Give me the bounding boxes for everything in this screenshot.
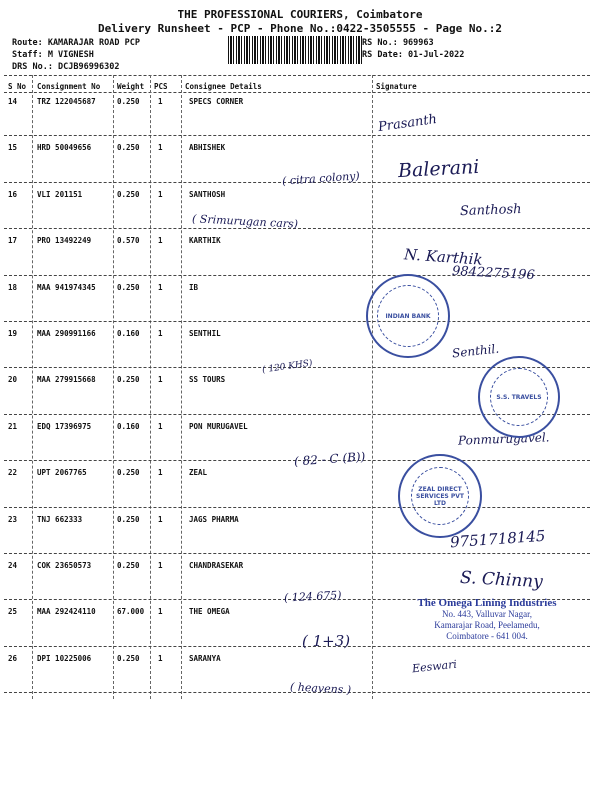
row-pcs: 1 <box>158 468 163 478</box>
signature: Senthil. <box>451 341 500 361</box>
row-consignee: ZEAL <box>189 468 208 478</box>
col-weight: Weight <box>117 82 145 91</box>
col-divider <box>32 75 33 699</box>
row-sno: 18 <box>8 282 18 292</box>
row-consignee: SANTHOSH <box>189 189 226 199</box>
row-consignment-no: PRO 13492249 <box>37 236 92 246</box>
signature: S. Chinny <box>459 567 544 593</box>
row-weight: 0.250 <box>117 189 140 199</box>
omega-address-line: Kamarajar Road, Peelamedu, <box>434 620 540 630</box>
signature: N. Karthik <box>403 245 484 269</box>
handwritten-note: ( 1+3) <box>302 632 351 650</box>
row-pcs: 1 <box>158 143 163 153</box>
row-sno: 25 <box>8 607 18 617</box>
row-sno: 15 <box>8 143 18 153</box>
row-separator <box>4 321 590 322</box>
row-sno: 16 <box>8 189 18 199</box>
row-weight: 0.250 <box>117 143 140 153</box>
courier-title: THE PROFESSIONAL COURIERS, Coimbatore <box>177 8 423 21</box>
row-consignment-no: MAA 279915668 <box>37 375 96 385</box>
row-consignment-no: MAA 941974345 <box>37 282 96 292</box>
row-pcs: 1 <box>158 375 163 385</box>
row-consignee: ABHISHEK <box>189 143 226 153</box>
row-consignee: SPECS CORNER <box>189 97 244 106</box>
signature: Santhosh <box>459 201 522 220</box>
row-consignee: PON MURUGAVEL <box>189 421 248 431</box>
row-consignee: SS TOURS <box>189 375 226 385</box>
row-weight: 0.250 <box>117 375 140 385</box>
row-sno: 19 <box>8 329 18 338</box>
row-separator <box>4 507 590 508</box>
row-sno: 17 <box>8 236 18 246</box>
route-label: Route: KAMARAJAR ROAD PCP <box>12 38 140 48</box>
row-consignment-no: TRZ 122045687 <box>37 97 96 106</box>
stamp-text: S.S. TRAVELS <box>496 393 542 401</box>
row-pcs: 1 <box>158 561 163 570</box>
signature: Eeswari <box>411 657 458 676</box>
drs-number: DRS No.: DCJB96996302 <box>12 62 120 72</box>
col-consignee: Consignee Details <box>185 82 262 91</box>
signature: Ponmurugavel. <box>457 430 550 448</box>
row-pcs: 1 <box>158 514 163 524</box>
col-pcs: PCS <box>154 82 168 91</box>
row-sno: 14 <box>8 97 18 106</box>
row-consignment-no: EDQ 17396975 <box>37 421 92 431</box>
row-pcs: 1 <box>158 97 163 106</box>
row-sno: 26 <box>8 653 18 663</box>
runsheet-subtitle: Delivery Runsheet - PCP - Phone No.:0422-3505555 - Page No.:2 <box>98 22 502 35</box>
row-weight: 0.160 <box>117 421 140 431</box>
handwritten-note: ( 82 - C (B)) <box>293 449 366 469</box>
col-divider <box>372 75 373 699</box>
row-sno: 20 <box>8 375 18 385</box>
col-sno: S No <box>8 82 27 91</box>
row-weight: 0.250 <box>117 97 140 106</box>
zeal-stamp <box>398 454 482 538</box>
handwritten-note: ( 120 KHS) <box>261 358 314 376</box>
row-weight: 0.160 <box>117 329 140 338</box>
row-weight: 0.250 <box>117 468 140 478</box>
row-pcs: 1 <box>158 189 163 199</box>
row-pcs: 1 <box>158 421 163 431</box>
omega-company-stamp <box>398 598 576 642</box>
header-rule-bottom <box>4 92 590 93</box>
row-pcs: 1 <box>158 236 163 246</box>
row-weight: 0.250 <box>117 561 140 570</box>
row-weight: 0.250 <box>117 653 140 663</box>
col-divider <box>181 75 182 699</box>
row-consignment-no: MAA 290991166 <box>37 329 96 338</box>
row-consignee: KARTHIK <box>189 236 221 246</box>
row-weight: 0.570 <box>117 236 140 246</box>
rs-date: RS Date: 01-Jul-2022 <box>362 50 465 60</box>
row-pcs: 1 <box>158 282 163 292</box>
row-pcs: 1 <box>158 653 163 663</box>
barcode <box>228 36 364 64</box>
phone-number: 9842275196 <box>451 263 536 284</box>
row-consignment-no: MAA 292424110 <box>37 607 96 617</box>
staff-label: Staff: M VIGNESH <box>12 50 94 60</box>
row-pcs: 1 <box>158 607 163 617</box>
row-sno: 23 <box>8 514 18 524</box>
row-pcs: 1 <box>158 329 163 338</box>
row-consignee: JAGS PHARMA <box>189 514 239 524</box>
ss-travels-stamp <box>478 356 560 438</box>
row-separator <box>4 646 590 647</box>
row-consignment-no: HRD 50049656 <box>37 143 92 153</box>
stamp-text: ZEAL DIRECT SERVICES PVT LTD <box>416 485 464 507</box>
row-consignment-no: COK 23650573 <box>37 561 92 570</box>
row-weight: 0.250 <box>117 514 140 524</box>
handwritten-note: ( citra colony) <box>281 169 361 188</box>
row-consignment-no: UPT 2067765 <box>37 468 87 478</box>
omega-name: The Omega Lining Industries <box>417 597 557 609</box>
omega-address-line: Coimbatore - 641 004. <box>446 631 528 641</box>
signature: Balerani <box>397 155 480 183</box>
row-consignment-no: DPI 10225006 <box>37 653 92 663</box>
row-consignee: CHANDRASEKAR <box>189 561 244 570</box>
col-divider <box>113 75 114 699</box>
row-consignment-no: VLI 201151 <box>37 189 83 199</box>
handwritten-note: ( 124 675) <box>283 588 342 605</box>
row-consignee: IB <box>189 282 199 292</box>
row-sno: 24 <box>8 561 18 570</box>
signature: Prasanth <box>377 111 438 136</box>
indian-bank-stamp <box>366 274 450 358</box>
row-sno: 22 <box>8 468 18 478</box>
row-sno: 21 <box>8 421 18 431</box>
row-consignee: THE OMEGA <box>189 607 230 617</box>
handwritten-note: ( heavens ) <box>289 680 352 697</box>
row-consignee: SARANYA <box>189 653 221 663</box>
row-weight: 67.000 <box>117 607 145 617</box>
omega-address-line: No. 443, Valluvar Nagar, <box>442 609 532 619</box>
col-signature: Signature <box>376 82 417 91</box>
rs-number: RS No.: 969963 <box>362 38 434 48</box>
header-rule-top <box>4 75 590 76</box>
handwritten-note: ( Srimurugan cars) <box>191 212 299 231</box>
col-consignment: Consignment No <box>37 82 101 91</box>
row-weight: 0.250 <box>117 282 140 292</box>
phone-number: 9751718145 <box>449 526 546 552</box>
row-consignee: SENTHIL <box>189 329 221 338</box>
stamp-text: INDIAN BANK <box>385 312 431 320</box>
row-separator <box>4 553 590 554</box>
row-consignment-no: TNJ 662333 <box>37 514 83 524</box>
col-divider <box>150 75 151 699</box>
row-separator <box>4 135 590 136</box>
